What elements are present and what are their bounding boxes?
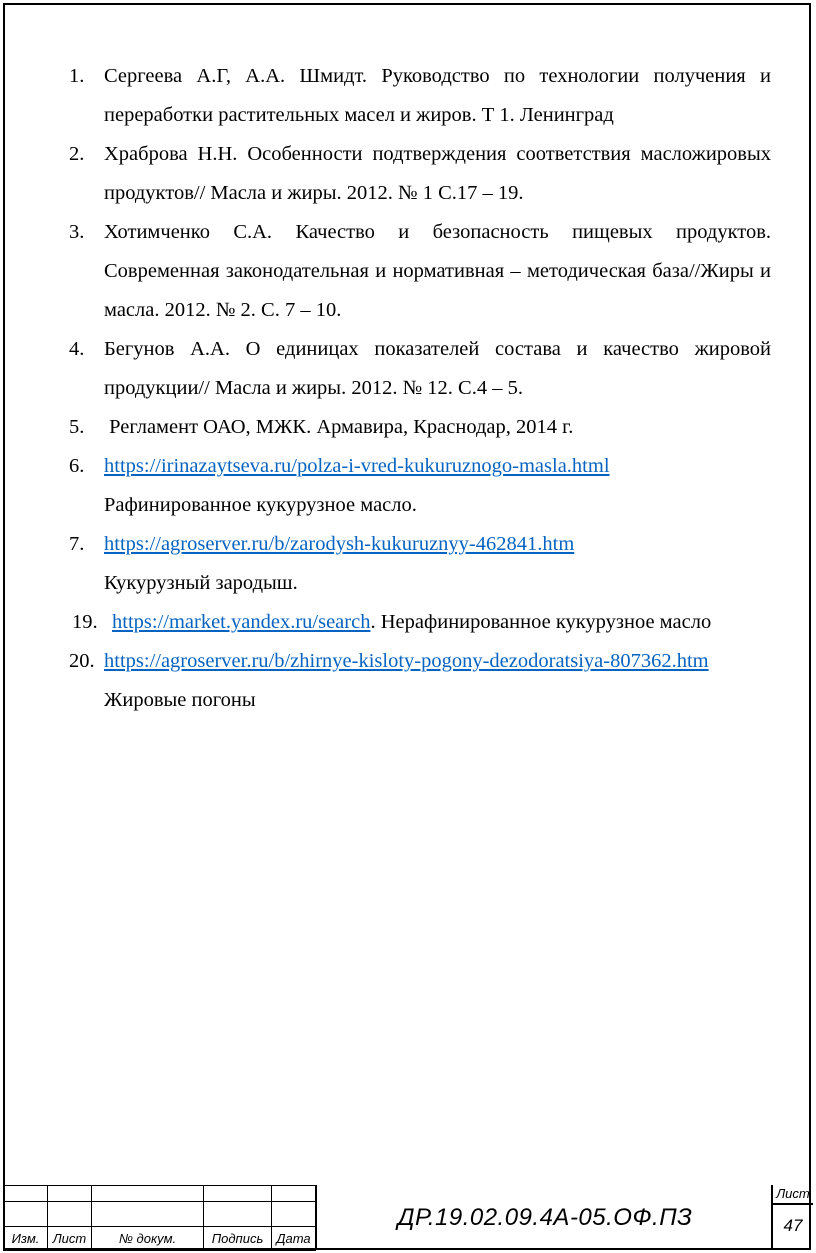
reference-number: 3. <box>69 221 85 243</box>
header-document-number: № докум. <box>92 1227 204 1251</box>
title-block <box>3 1185 811 1250</box>
sheet-label: Лист <box>773 1185 813 1205</box>
reference-text: Сергеева А.Г, А.А. Шмидт. Руководство по технологии получения и переработки растительных масел и жиров. Т 1. Ленинград <box>104 65 771 126</box>
reference-text: Храброва Н.Н. Особенности подтверждения соответствия масложировых продуктов// Масла и жиры. 2012. № 1 С.17 – 19. <box>104 143 771 204</box>
reference-number: 6. <box>69 455 85 477</box>
reference-item <box>69 135 771 213</box>
document-code: ДР.19.02.09.4А-05.ОФ.ПЗ <box>315 1185 773 1250</box>
reference-link[interactable]: https://agroserver.ru/b/zarodysh-kukuruznyy-462841.htm <box>104 533 575 555</box>
reference-item <box>69 447 771 525</box>
reference-number: 4. <box>69 338 85 360</box>
reference-number: 20. <box>69 650 95 672</box>
reference-number: 19. <box>72 611 98 633</box>
reference-text: Хотимченко С.А. Качество и безопасность пищевых продуктов. Современная законодательная и нормативная – методическая база//Жиры и масла. 2012. № 2. С. 7 – 10. <box>104 221 771 321</box>
revision-table <box>3 1185 316 1251</box>
reference-number: 1. <box>69 65 85 87</box>
reference-link[interactable]: https://irinazaytseva.ru/polza-i-vred-kukuruznogo-masla.html <box>104 455 610 477</box>
reference-item <box>69 57 771 135</box>
document-page <box>3 3 811 1250</box>
reference-text: Регламент ОАО, МЖК. Армавира, Краснодар, 2014 г. <box>104 416 574 438</box>
reference-link[interactable]: https://market.yandex.ru/search <box>112 611 371 633</box>
sheet-number: 47 <box>783 1215 803 1235</box>
reference-number: 2. <box>69 143 85 165</box>
reference-list <box>69 57 771 720</box>
reference-item <box>69 330 771 408</box>
reference-caption: Кукурузный зародыш. <box>104 572 298 594</box>
sheet-box <box>771 1185 813 1250</box>
reference-text: . Нерафинированное кукурузное масло <box>370 611 712 633</box>
reference-number: 5. <box>69 416 85 438</box>
reference-item <box>72 603 771 642</box>
reference-text: Бегунов А.А. О единицах показателей состава и качество жировой продукции// Масла и жиры. 2012. № 12. С.4 – 5. <box>104 338 771 399</box>
reference-item <box>69 642 771 720</box>
header-signature: Подпись <box>204 1227 272 1251</box>
header-sheet: Лист <box>48 1227 92 1251</box>
reference-item <box>69 525 771 603</box>
reference-number: 7. <box>69 533 85 555</box>
reference-item <box>69 408 771 447</box>
reference-caption: Жировые погоны <box>104 689 256 711</box>
reference-caption: Рафинированное кукурузное масло. <box>104 494 417 516</box>
reference-link[interactable]: https://agroserver.ru/b/zhirnye-kisloty-pogony-dezodoratsiya-807362.htm <box>104 650 709 672</box>
header-change: Изм. <box>4 1227 48 1251</box>
reference-item <box>69 213 771 330</box>
header-date: Дата <box>272 1227 316 1251</box>
